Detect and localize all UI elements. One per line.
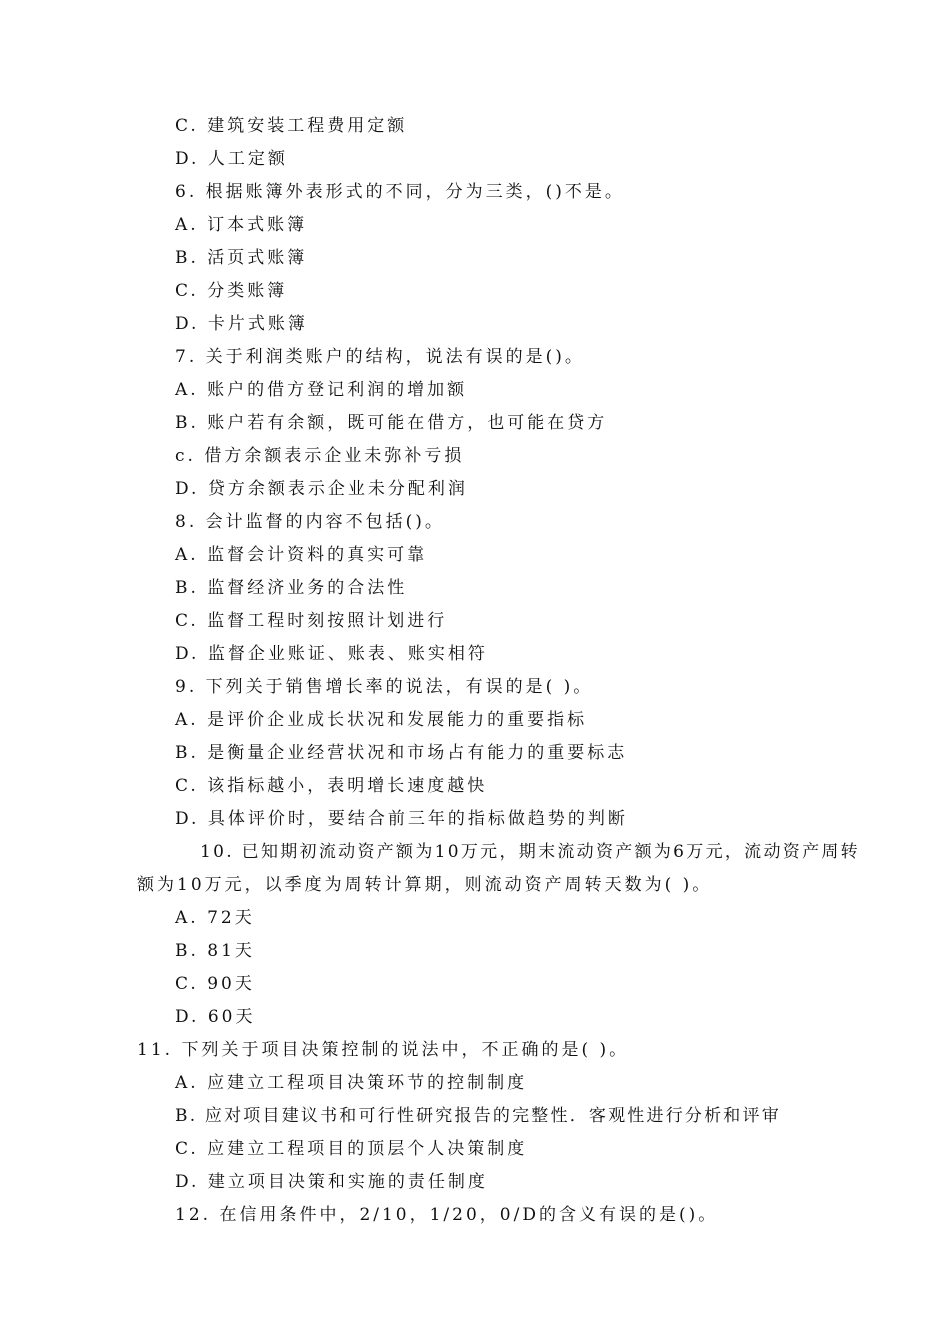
option-line: D. 人工定额 [175,149,288,169]
option-line: A. 72天 [175,908,255,928]
option-line: A. 订本式账簿 [175,215,308,235]
option-line: C. 该指标越小，表明增长速度越快 [175,776,488,796]
option-line: B. 81天 [175,941,255,961]
option-line: B. 监督经济业务的合法性 [175,578,408,598]
question-line: 11. 下列关于项目决策控制的说法中，不正确的是( )。 [137,1040,630,1060]
option-line: B. 是衡量企业经营状况和市场占有能力的重要标志 [175,743,628,763]
option-line: c. 借方余额表示企业未弥补亏损 [175,446,465,466]
option-line: B. 账户若有余额，既可能在借方，也可能在贷方 [175,413,608,433]
option-line: A. 监督会计资料的真实可靠 [175,545,428,565]
option-line: D. 贷方余额表示企业未分配利润 [175,479,468,499]
question-line: 7. 关于利润类账户的结构，说法有误的是()。 [175,347,585,367]
option-line: C. 分类账簿 [175,281,288,301]
option-line: B. 应对项目建议书和可行性研究报告的完整性．客观性进行分析和评审 [175,1106,781,1126]
option-line: C. 建筑安装工程费用定额 [175,116,408,136]
option-line: C. 90天 [175,974,255,994]
option-line: A. 应建立工程项目决策环节的控制制度 [175,1073,528,1093]
option-line: D. 监督企业账证、账表、账实相符 [175,644,488,664]
option-line: C. 监督工程时刻按照计划进行 [175,611,448,631]
option-line: D. 60天 [175,1007,256,1027]
question-line: 6. 根据账簿外表形式的不同，分为三类，()不是。 [175,182,625,202]
question-continuation-line: 额为10万元，以季度为周转计算期，则流动资产周转天数为( )。 [137,875,713,895]
question-line: 10. 已知期初流动资产额为10万元，期末流动资产额为6万元，流动资产周转 [200,842,860,862]
question-line: 12. 在信用条件中，2/10，1/20，0/D的含义有误的是()。 [175,1205,719,1225]
option-line: A. 账户的借方登记利润的增加额 [175,380,468,400]
option-line: D. 建立项目决策和实施的责任制度 [175,1172,488,1192]
option-line: D. 具体评价时，要结合前三年的指标做趋势的判断 [175,809,628,829]
option-line: D. 卡片式账簿 [175,314,308,334]
option-line: A. 是评价企业成长状况和发展能力的重要指标 [175,710,588,730]
option-line: B. 活页式账簿 [175,248,308,268]
question-line: 9. 下列关于销售增长率的说法，有误的是( )。 [175,677,594,697]
option-line: C. 应建立工程项目的顶层个人决策制度 [175,1139,528,1159]
question-line: 8. 会计监督的内容不包括()。 [175,512,445,532]
